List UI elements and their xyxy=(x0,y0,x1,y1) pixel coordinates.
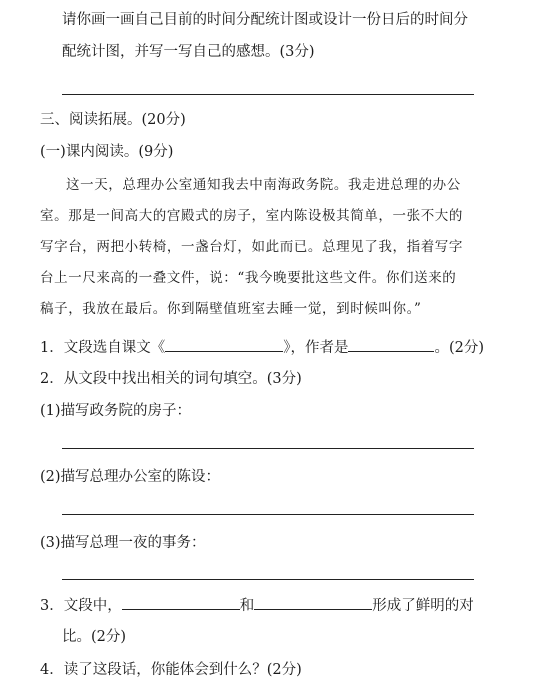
intro-line-2: 配统计图，并写一写自己的感想。(3分) xyxy=(62,44,315,60)
passage-line: 室。那是一间高大的宫殿式的房子，室内陈设极其简单，一张不大的 xyxy=(40,208,463,224)
part-title: (一)课内阅读。(9分) xyxy=(40,144,174,160)
question-1-prefix: 1．文段选自课文《 xyxy=(40,340,166,356)
answer-line xyxy=(62,94,474,95)
section-title: 三、阅读拓展。(20分) xyxy=(40,112,186,128)
question-2-sub-2: (2)描写总理办公室的陈设： xyxy=(40,469,221,485)
question-1-blank-author[interactable] xyxy=(348,337,434,352)
question-1-suffix: 。(2分) xyxy=(434,340,485,356)
answer-line[interactable] xyxy=(62,514,474,515)
question-3-middle: 和 xyxy=(239,598,255,614)
passage-line: 这一天，总理办公室通知我去中南海政务院。我走进总理的办公 xyxy=(66,177,461,193)
question-3-line-2: 比。(2分) xyxy=(62,629,127,645)
question-2-sub-1: (1)描写政务院的房子： xyxy=(40,403,192,419)
question-2-title: 2．从文段中找出相关的词句填空。(3分) xyxy=(40,371,302,387)
question-3-blank-1[interactable] xyxy=(122,595,240,610)
passage-line: 台上一尺来高的一叠文件，说：“我今晚要批这些文件。你们送来的 xyxy=(40,270,457,286)
intro-line-1: 请你画一画自己目前的时间分配统计图或设计一份日后的时间分 xyxy=(62,12,468,28)
question-3-prefix: 3．文段中， xyxy=(40,598,122,614)
question-3-blank-2[interactable] xyxy=(254,595,372,610)
answer-line[interactable] xyxy=(62,448,474,449)
question-3 xyxy=(40,595,474,616)
passage-line: 写字台，两把小转椅，一盏台灯，如此而已。总理见了我，指着写字 xyxy=(40,239,463,255)
question-4-title: 4．读了这段话，你能体会到什么？(2分) xyxy=(40,662,302,678)
passage-line: 稿子，我放在最后。你到隔壁值班室去睡一觉，到时候叫你。” xyxy=(40,301,422,317)
question-2-sub-3: (3)描写总理一夜的事务： xyxy=(40,535,206,551)
question-1-blank-title[interactable] xyxy=(165,337,283,352)
answer-line[interactable] xyxy=(62,579,474,580)
question-1 xyxy=(40,337,484,358)
question-3-suffix: 形成了鲜明的对 xyxy=(372,598,474,614)
question-1-middle: 》，作者是 xyxy=(283,340,349,356)
